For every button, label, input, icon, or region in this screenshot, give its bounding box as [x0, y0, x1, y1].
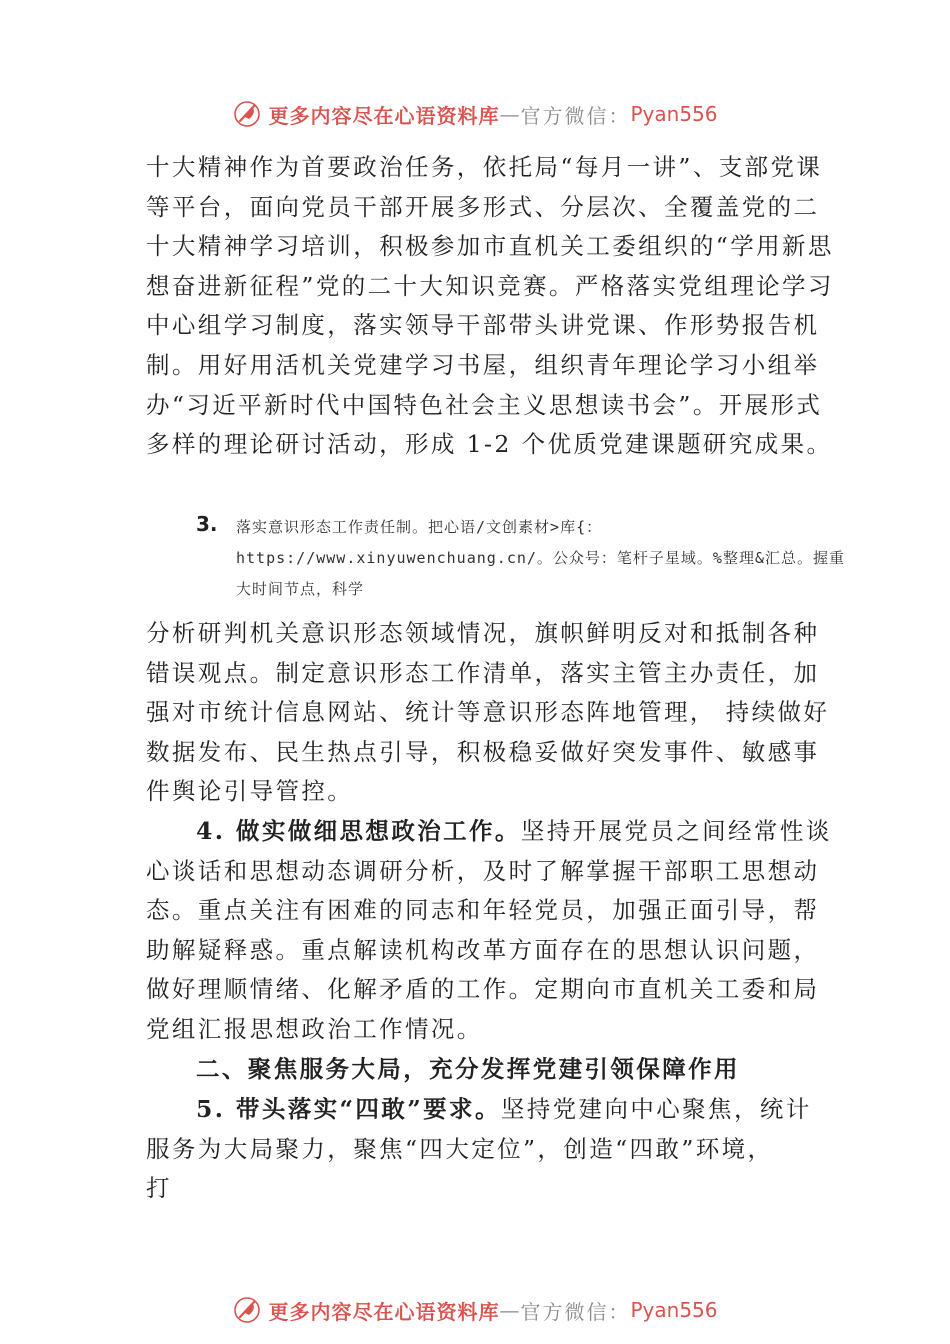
watermark-wechat-label: 官方微信： [520, 103, 631, 128]
watermark-wechat-label: 官方微信： [520, 1299, 631, 1324]
watermark-dash: — [499, 1298, 521, 1322]
item-4-body: 坚持开展党员之间经常性谈心谈话和思想动态调研分析，及时了解掌握干部职工思想动态。重点关注有困难的同志和年轻党员，加强正面引导，帮助解疑释惑。重点解读机构改革方面存在的思想认识问题， 做好理顺情绪、化解矛盾的工作。定期向市直机关工委和局党组汇报思想政治工作情况。 [146, 817, 832, 1043]
section-2-heading-text: 二、聚焦服务大局，充分发挥党建引领保障作用 [196, 1055, 740, 1083]
item-5-paragraph [146, 1090, 836, 1169]
item-5-block [146, 1090, 836, 1209]
watermark-dash: — [499, 102, 521, 126]
item-3-note: 落实意识形态工作责任制。把心语/文创素材>库{：https://www.xinyuwenchuang.cn/。公众号：笔杆子星域。%整理&汇总。握重大时间节点，科学 [236, 518, 845, 598]
section-2-block [146, 1050, 836, 1090]
item-4-paragraph [146, 812, 836, 1050]
paragraph-2: 分析研判机关意识形态领域情况，旗帜鲜明反对和抵制各种错误观点。制定意识形态工作清单，落实主管主办责任，加强对市统计信息网站、统计等意识形态阵地管理， 持续做好数据发布、民生热点引导，积极稳妥做好突发事件、敏感事件舆论引导管控。 [146, 619, 830, 806]
paragraph-1: 十大精神作为首要政治任务，依托局“每月一讲”、支部党课等平台，面向党员干部开展多形式、分层次、全覆盖党的二十大精神学习培训，积极参加市直机关工委组织的“学用新思想奋进新征程”党的二十大知识竞赛。严格落实党组理论学习中心组学习制度，落实领导干部带头讲党课、作形势报告机制。用好用活机关党建学习书屋，组织青年理论学习小组举办“习近平新时代中国特色社会主义思想读书会”。开展形式多样的理论研讨活动，形成 1-2 个优质党建课题研究成果。 [146, 153, 834, 459]
item-4-heading: 4. 做实做细思想政治工作。 [196, 817, 521, 845]
item-5-body: 坚持党建向中心聚焦，统计服务为大局聚力，聚焦“四大定位”，创造“四敢”环境， [146, 1095, 812, 1163]
paragraph-2-block [146, 614, 836, 812]
quill-logo-icon [232, 1295, 262, 1325]
watermark-wechat-id: Pyan556 [630, 102, 718, 126]
item-3-number: 3. [196, 512, 218, 536]
watermark-wechat-id: Pyan556 [630, 1298, 718, 1322]
item-4-block [146, 812, 836, 1050]
watermark-banner-top [0, 94, 950, 134]
watermark-banner-bottom [0, 1290, 950, 1330]
quill-logo-icon [232, 99, 262, 129]
item-5-tail: 打 [146, 1174, 172, 1203]
watermark-brand-text: 更多内容尽在心语资料库 [268, 1299, 500, 1324]
item-3-block [196, 512, 846, 605]
watermark-brand-text: 更多内容尽在心语资料库 [268, 103, 500, 128]
paragraph-1-block [146, 148, 836, 465]
section-2-heading [146, 1050, 836, 1090]
item-5-heading: 5. 带头落实“四敢”要求。 [196, 1095, 501, 1123]
